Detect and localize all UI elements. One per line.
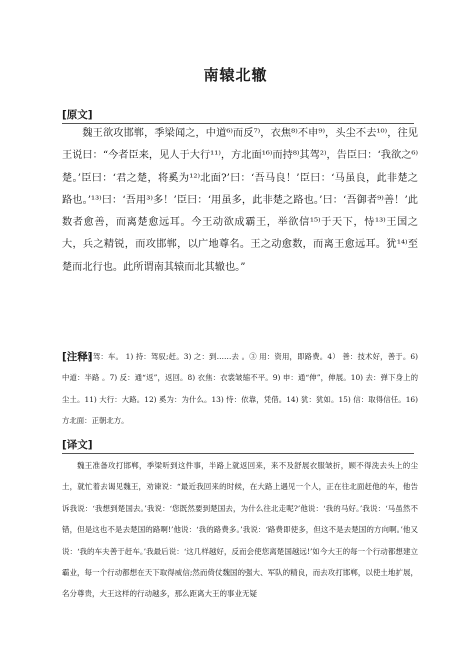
original-text: 魏王欲攻邯郸，季梁闻之，中道⁶⁾而反⁷⁾，衣焦⁸⁾不申⁹⁾，头尘不去¹⁰⁾，往见王说曰：“今者臣来，见人于大行¹¹⁾，方北面¹⁶⁾而持⁸⁾其驾²⁾，告臣曰：‘我欲之⁶⁾楚。’臣曰：‘君之楚，将奚为¹²⁾北面?’曰：‘吾马良！’臣曰：‘马虽良，此非楚之路也。’¹³⁾曰：‘吾用³⁾多！’臣曰：‘用虽多，此非楚之路也。’曰：‘吾御者⁹⁾善！’此数者愈善，而离楚愈远耳。今王动欲成霸王，举欲信¹⁵⁾于天下，恃¹³⁾王国之大，兵之精锐，而攻邯郸，以广地尊名。王之动愈数，而离王愈远耳。犹¹⁴⁾至楚而北行也。此所谓南其辕而北其辙也。”	[62, 128, 418, 273]
translation-divider	[62, 453, 414, 454]
translation-text: 魏王准备攻打邯郸，季梁听到这件事，半路上就返回来，来不及舒展衣服皱折，顾不得洗去头上的尘土，就忙着去谒见魏王，劝谏说：“最近我回来的时候，在大路上遇见一个人，正在往北面赶他的车，他告诉我说：‘我想到楚国去。’我说：‘您既然要到楚国去，为什么往北走呢?’他说：‘我的马好。’我说：‘马虽然不错，但是这也不是去楚国的路啊!’他说：‘我的路费多。’我说：‘路费即使多，但这不是去楚国的方向啊。’他又说：‘我的车夫善于赶车。’我最后说：‘这几样越好，反而会使您离楚国越远!’如今大王的每一个行动都想建立霸业，每一个行动都想在天下取得威信;然而倚仗魏国的强大、军队的精良，而去攻打邯郸，以使土地扩展，名分尊贵，大王这样的行动越多，那么距离大王的事业无疑	[62, 461, 418, 599]
page-title: 南辕北辙	[203, 66, 268, 84]
notes-text: 2) 驾：车。 1) 持：驾驭;赶。3) 之：到……去 。③ 用：资用，即路费。4） 善：技术好，善于。6) 中道：半路 。7) 反：通“返”，返回。8) 衣焦：衣裳皱缩不平。9) 申：通“伸”，伸展。10) 去：弹下身上的尘土。11) 大行：大路。12) 奚为：为什么。13) 恃：依靠，凭借。14) 犹：犹如。15) 信：取得信任。16) 方北面：正朝北方。	[62, 352, 418, 426]
original-heading: [原文]	[62, 109, 93, 121]
notes-heading: [注释]	[62, 351, 93, 363]
translation-heading: [译文]	[62, 439, 93, 451]
